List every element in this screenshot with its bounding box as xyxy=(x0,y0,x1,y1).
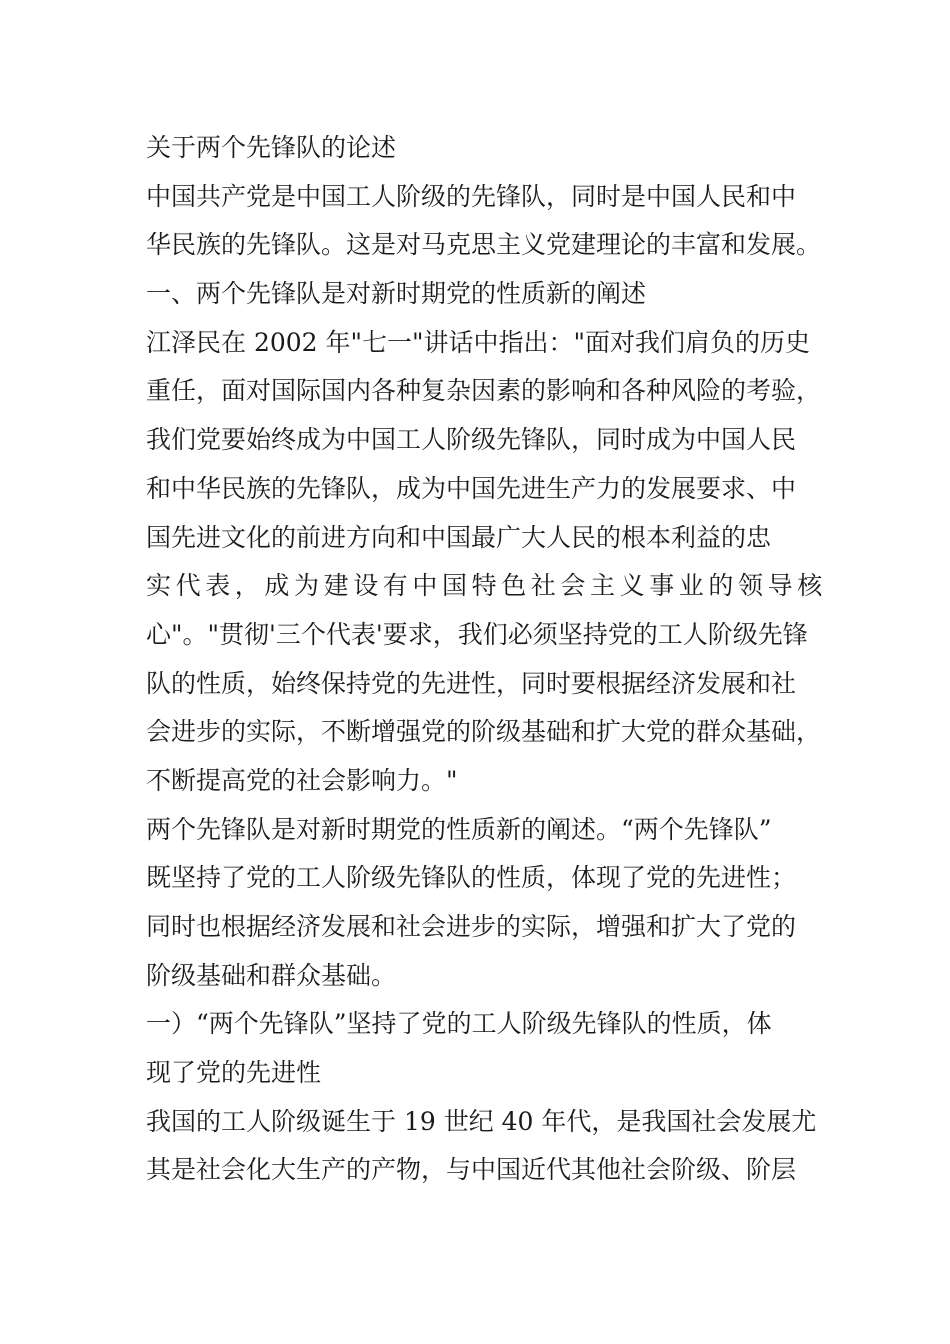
document-body xyxy=(146,124,826,1195)
text-line: 江泽民在 2002 年"七一"讲话中指出："面对我们肩负的历史 xyxy=(146,327,811,357)
text-line: 我们党要始终成为中国工人阶级先锋队，同时成为中国人民 xyxy=(146,425,797,455)
text-line: 和中华民族的先锋队，成为中国先进生产力的发展要求、中 xyxy=(146,473,797,503)
text-line: 队的性质，始终保持党的先进性，同时要根据经济发展和社 xyxy=(146,668,797,698)
text-line: 阶级基础和群众基础。 xyxy=(146,960,397,990)
subsection-heading: 一）“两个先锋队”坚持了党的工人阶级先锋队的性质，体 xyxy=(146,1009,772,1039)
text-line: 重任，面对国际国内各种复杂因素的影响和各种风险的考验， xyxy=(146,376,822,406)
text-line: 实代表，成为建设有中国特色社会主义事业的领导核 xyxy=(146,571,827,601)
text-line: 两个先锋队是对新时期党的性质新的阐述。“两个先锋队” xyxy=(146,814,772,844)
text-line: 中国共产党是中国工人阶级的先锋队，同时是中国人民和中 xyxy=(146,181,797,211)
section-heading: 一、两个先锋队是对新时期党的性质新的阐述 xyxy=(146,279,647,309)
text-line: 既坚持了党的工人阶级先锋队的性质，体现了党的先进性； xyxy=(146,863,797,893)
text-line: 心"。"贯彻'三个代表'要求，我们必须坚持党的工人阶级先锋 xyxy=(146,619,808,649)
text-line: 其是社会化大生产的产物，与中国近代其他社会阶级、阶层 xyxy=(146,1155,797,1185)
text-line: 会进步的实际，不断增强党的阶级基础和扩大党的群众基础， xyxy=(146,717,822,747)
text-line: 不断提高党的社会影响力。" xyxy=(146,765,458,795)
document-title: 关于两个先锋队的论述 xyxy=(146,133,397,162)
text-line: 同时也根据经济发展和社会进步的实际，增强和扩大了党的 xyxy=(146,912,797,941)
text-line: 我国的工人阶级诞生于 19 世纪 40 年代，是我国社会发展尤 xyxy=(146,1106,817,1136)
text-line: 国先进文化的前进方向和中国最广大人民的根本利益的忠 xyxy=(146,522,772,552)
text-line: 华民族的先锋队。这是对马克思主义党建理论的丰富和发展。 xyxy=(146,230,822,260)
subsection-heading: 现了党的先进性 xyxy=(146,1058,322,1088)
